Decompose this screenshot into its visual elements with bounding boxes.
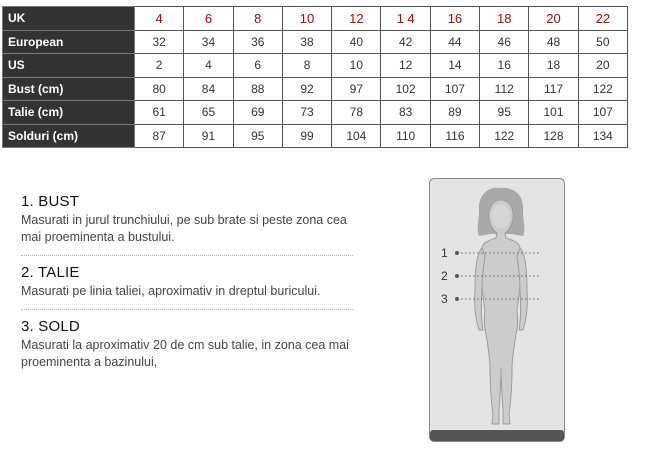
size-row-bust	[3, 77, 628, 101]
size-cell: 69	[233, 101, 282, 125]
size-cell: 107	[430, 77, 479, 101]
size-cell: 83	[381, 101, 430, 125]
size-cell: 61	[135, 101, 184, 125]
marker-3: 3	[441, 292, 448, 306]
size-cell: 116	[430, 124, 479, 148]
size-cell: 12	[332, 7, 381, 31]
divider	[21, 309, 353, 310]
size-cell: 10	[332, 54, 381, 78]
size-cell: 18	[529, 54, 578, 78]
size-cell: 14	[430, 54, 479, 78]
size-row-talie	[3, 101, 628, 125]
size-cell: 128	[529, 124, 578, 148]
section-text: Masurati la aproximativ 20 de cm sub talie, in zona cea mai proeminenta a bazinului,	[21, 338, 349, 369]
size-cell: 10	[282, 7, 331, 31]
bust-marker-dot	[455, 251, 459, 255]
size-cell: 65	[184, 101, 233, 125]
size-cell: 8	[282, 54, 331, 78]
section-text: Masurati in jurul trunchiului, pe sub brate si peste zona cea mai proeminenta a bustului.	[21, 213, 347, 244]
section-bust	[21, 193, 353, 246]
face	[492, 204, 510, 228]
size-row-uk	[3, 7, 628, 31]
size-cell: 78	[332, 101, 381, 125]
size-cell: 44	[430, 30, 479, 54]
size-cell: 12	[381, 54, 430, 78]
size-cell: 91	[184, 124, 233, 148]
size-cell: 112	[480, 77, 529, 101]
size-cell: 48	[529, 30, 578, 54]
size-cell: 92	[282, 77, 331, 101]
measurement-instructions	[21, 193, 353, 371]
size-cell: 102	[381, 77, 430, 101]
size-cell: 110	[381, 124, 430, 148]
size-cell: 34	[184, 30, 233, 54]
marker-1: 1	[441, 246, 448, 260]
section-text: Masurati pe linia taliei, aproximativ in dreptul buricului.	[21, 284, 321, 298]
row-header: US	[3, 54, 135, 78]
size-cell: 101	[529, 101, 578, 125]
size-cell: 42	[381, 30, 430, 54]
size-cell: 4	[184, 54, 233, 78]
size-row-us	[3, 54, 628, 78]
size-cell: 84	[184, 77, 233, 101]
marker-2: 2	[441, 269, 448, 283]
size-cell: 46	[480, 30, 529, 54]
size-cell: 8	[233, 7, 282, 31]
size-cell: 16	[480, 54, 529, 78]
size-cell: 32	[135, 30, 184, 54]
hip-marker-dot	[455, 297, 459, 301]
size-cell: 6	[184, 7, 233, 31]
size-cell: 73	[282, 101, 331, 125]
size-cell: 40	[332, 30, 381, 54]
row-header: Talie (cm)	[3, 101, 135, 125]
size-cell: 117	[529, 77, 578, 101]
section-talie	[21, 264, 353, 300]
size-cell: 97	[332, 77, 381, 101]
size-cell: 38	[282, 30, 331, 54]
section-title: 1. BUST	[21, 193, 80, 210]
size-cell: 95	[233, 124, 282, 148]
size-cell: 18	[480, 7, 529, 31]
body-measurement-figure	[429, 178, 565, 442]
size-cell: 122	[480, 124, 529, 148]
size-cell: 95	[480, 101, 529, 125]
size-cell: 6	[233, 54, 282, 78]
size-row-solduri	[3, 124, 628, 148]
row-header: Solduri (cm)	[3, 124, 135, 148]
size-cell: 16	[430, 7, 479, 31]
row-header: European	[3, 30, 135, 54]
row-header: UK	[3, 7, 135, 31]
section-title: 3. SOLD	[21, 318, 80, 335]
size-cell: 4	[135, 7, 184, 31]
size-cell: 104	[332, 124, 381, 148]
size-cell: 2	[135, 54, 184, 78]
size-cell: 87	[135, 124, 184, 148]
size-cell: 107	[578, 101, 627, 125]
waist-marker-dot	[455, 274, 459, 278]
section-title: 2. TALIE	[21, 264, 80, 281]
size-cell: 50	[578, 30, 627, 54]
size-cell: 20	[578, 54, 627, 78]
size-cell: 22	[578, 7, 627, 31]
size-cell: 89	[430, 101, 479, 125]
size-cell: 134	[578, 124, 627, 148]
figure-floor	[430, 430, 564, 441]
section-sold	[21, 318, 353, 371]
size-cell: 88	[233, 77, 282, 101]
row-header: Bust (cm)	[3, 77, 135, 101]
size-row-european	[3, 30, 628, 54]
size-cell: 36	[233, 30, 282, 54]
size-cell: 99	[282, 124, 331, 148]
size-cell: 80	[135, 77, 184, 101]
divider	[21, 255, 353, 256]
size-chart-table	[2, 6, 628, 148]
size-cell: 20	[529, 7, 578, 31]
size-cell: 1 4	[381, 7, 430, 31]
size-cell: 122	[578, 77, 627, 101]
